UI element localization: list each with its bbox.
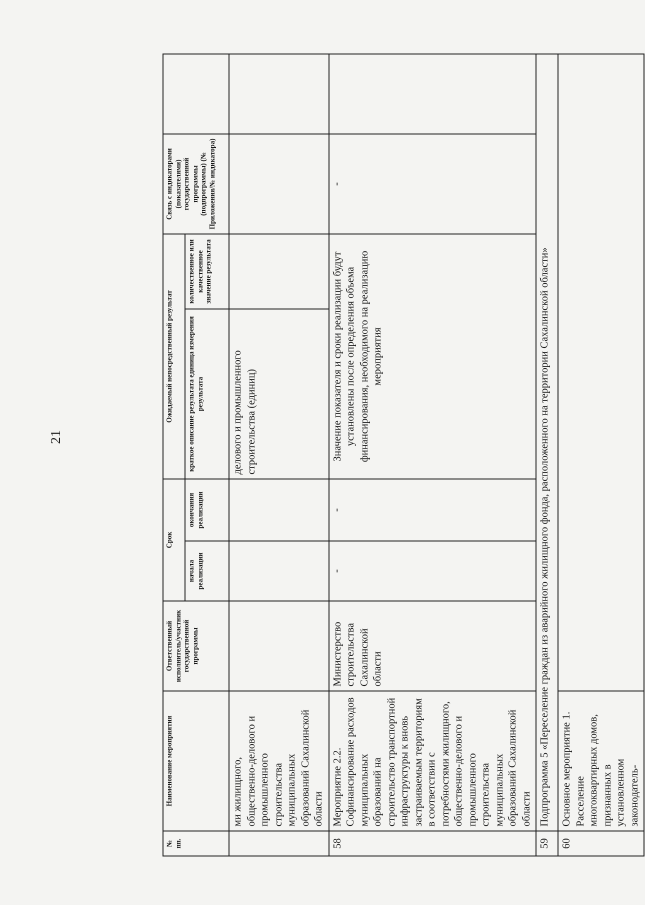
row-cont-result-value xyxy=(229,234,329,309)
row-cont-responsible xyxy=(229,601,329,691)
row-58-responsible: Министерство строительства Сахалинской области xyxy=(329,601,537,691)
row-59-num: 59 xyxy=(536,831,558,856)
header-result-desc: краткое описание результата единица измерения результата xyxy=(185,309,229,479)
header-responsible: Ответственный исполнитель/участник государственной программы xyxy=(163,601,229,691)
header-result-value: количественное или качественное значение результата xyxy=(185,234,229,309)
row-cont-extra xyxy=(229,54,329,134)
row-60-name: Основное мероприятие 1. Расселение многоквартирных домов, признанных в установленном законодатель- xyxy=(558,691,644,831)
row-cont-term-end xyxy=(229,479,329,541)
row-cont-term-start xyxy=(229,541,329,601)
row-cont-result-desc: делового и промышленного строительства (единиц) xyxy=(229,309,329,479)
table-row xyxy=(329,54,537,856)
row-58-extra xyxy=(329,54,537,134)
row-cont-link xyxy=(229,134,329,234)
rotated-table-sheet xyxy=(163,55,640,857)
header-term: Срок xyxy=(163,479,185,601)
row-60-num: 60 xyxy=(558,831,644,856)
header-link: Связь с индикаторами (показателями) государственной программы (подпрограммы) (№ Приложения/№ индикатора) xyxy=(163,134,229,234)
header-result: Ожидаемый непосредственный результат xyxy=(163,234,185,479)
header-num: № пп. xyxy=(163,831,229,856)
program-table xyxy=(163,53,645,856)
row-58-num: 58 xyxy=(329,831,537,856)
row-58-term-end: - xyxy=(329,479,537,541)
table-row xyxy=(536,54,558,856)
row-58-term-start: - xyxy=(329,541,537,601)
page-number: 21 xyxy=(49,430,64,444)
table-row xyxy=(558,54,644,856)
row-cont-num xyxy=(229,831,329,856)
header-empty xyxy=(163,54,229,134)
row-cont-name: ми жилищного, общественно-делового и промышленного строительства муниципальных образований Сахалинской области xyxy=(229,691,329,831)
header-term-end: окончания реализации xyxy=(185,479,229,541)
table-row xyxy=(229,54,329,856)
header-name: Наименование мероприятия xyxy=(163,691,229,831)
header-term-start: начала реализации xyxy=(185,541,229,601)
row-58-link: - xyxy=(329,134,537,234)
row-60-rest xyxy=(558,54,644,691)
row-59-subprogram-title: Подпрограмма 5 «Переселение граждан из аварийного жилищного фонда, расположенного на территории Сахалинской области» xyxy=(536,54,558,831)
row-58-name: Мероприятие 2.2. Софинансирование расходов муниципальных образований на строительство транспортной инфраструктуры к вновь застраиваемым территориям в соответствии с потребностями жилищного, общественно-делового и промышленного строительства муниципальных образований Сахалинской области xyxy=(329,691,537,831)
row-58-result-desc: Значение показателя и сроки реализации будут установлены после определения объема финансирования, необходимого на реализацию мероприятия xyxy=(329,234,537,479)
